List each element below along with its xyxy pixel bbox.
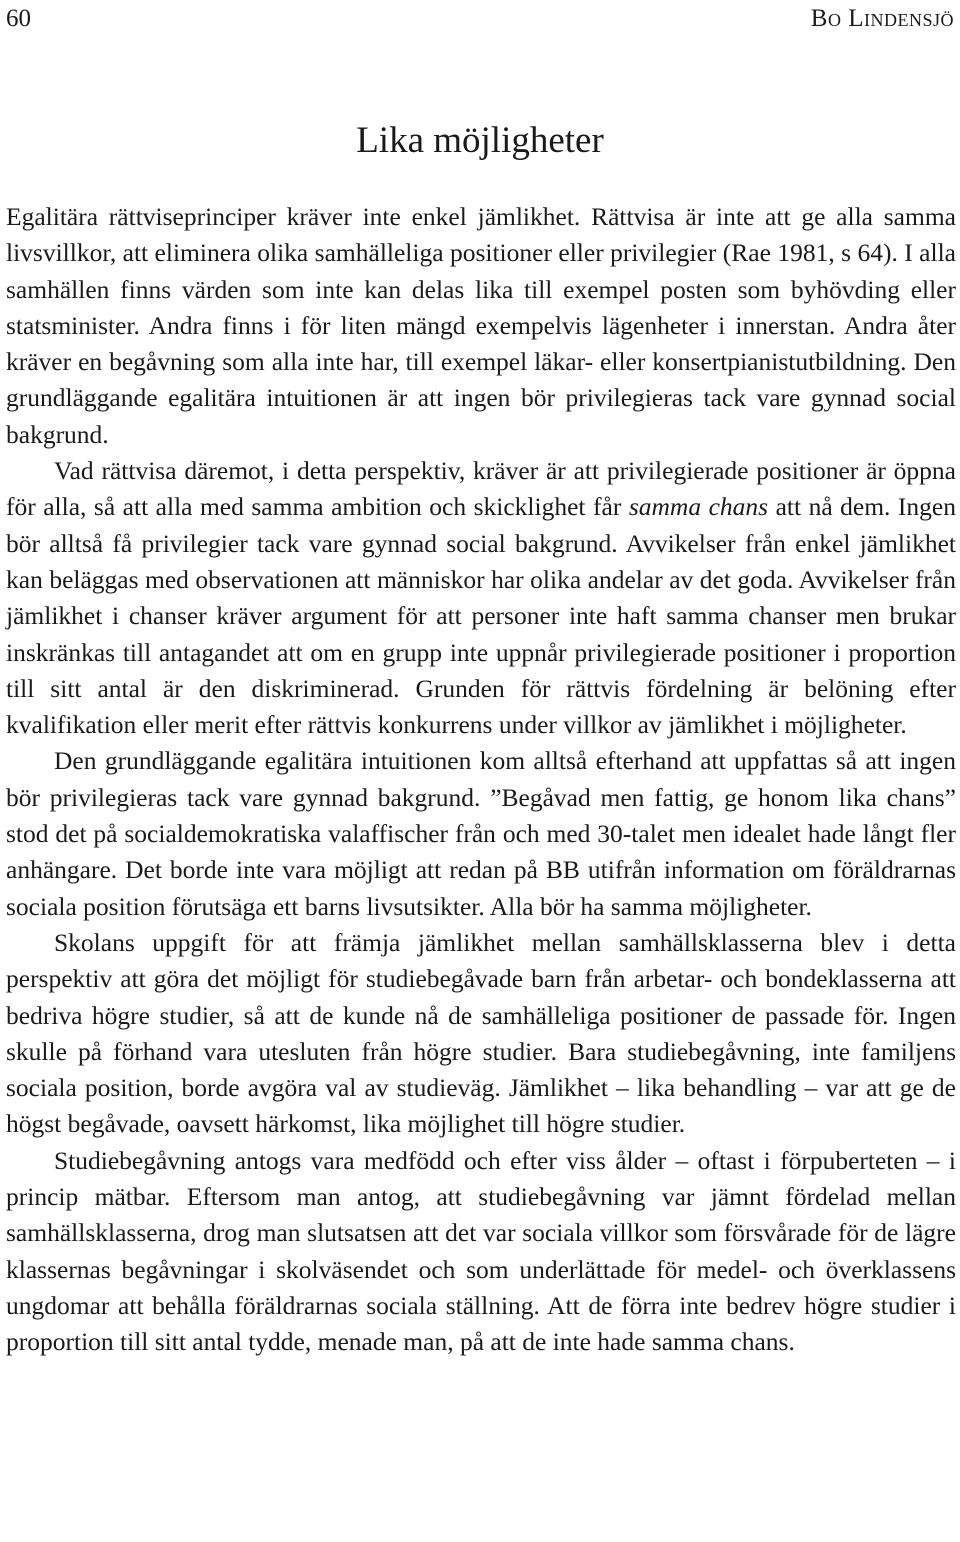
paragraph-2-text-after: att nå dem. Ingen bör alltså få privilegier tack vare gynnad social bakgrund. Avvikelser från enkel jämlikhet kan beläggas med observationen att människor har olika andelar av det goda. Avvikelser från jämlikhet i chanser kräver argument för att personer inte haft samma chanser men brukar inskränkas till antagandet att om en grupp inte uppnår privilegierade positioner i proportion till sitt antal är den diskriminerad. Grunden för rättvis fördelning är belöning efter kvalifikation eller merit efter rättvis konkurrens under villkor av jämlikhet i möjligheter. [6,492,956,740]
paragraph-2-text-before: Vad rättvisa däremot, i detta perspektiv, kräver är att privilegierade positioner är öppna för alla, så att alla med samma ambition och skicklighet får [6,456,956,522]
paragraph-3: Den grundläggande egalitära intuitionen kom alltså efterhand att uppfattas så att ingen bör privilegieras tack vare gynnad bakgrund. ”Begåvad men fattig, ge honom lika chans” stod det på socialdemokratiska valaffischer från och med 30-talet men idealet hade långt fler anhängare. Det borde inte vara möjligt att redan på BB utifrån information om föräldrarnas sociala position förutsäga ett barns livsutsikter. Alla bör ha samma möjligheter. [6,746,956,921]
section-title: Lika möjligheter [356,120,604,161]
running-header [6,4,954,34]
running-header-author: Bo Lindensjö [810,5,954,32]
paragraph-5: Studiebegåvning antogs vara medfödd och efter viss ålder – oftast i förpuberteten – i princip mätbar. Eftersom man antog, att studiebegåvning var jämnt fördelad mellan samhällsklasserna, drog man slutsatsen att det var sociala villkor som försvårade för de lägre klassernas begåvningar i skolväsendet och som underlättade för medel- och överklassens ungdomar att behålla föräldrarnas sociala ställning. Att de förra inte bedrev högre studier i proportion till sitt antal tydde, menade man, på att de inte hade samma chans. [6,1145,956,1357]
paragraph-4: Skolans uppgift för att främja jämlikhet mellan samhällsklasserna blev i detta perspektiv att göra det möjligt för studiebegåvade barn från arbetar- och bondeklasserna att bedriva högre studier, så att de kunde nå de samhälleliga positioner de passade för. Ingen skulle på förhand vara utesluten från högre studier. Bara studiebegåvning, inte familjens sociala position, borde avgöra val av studieväg. Jämlikhet – lika behandling – var att ge de högst begåvade, oavsett härkomst, lika möjlighet till högre studier. [6,927,956,1139]
emphasis-samma-chans: samma chans [628,492,769,522]
paragraph-1: Egalitära rättviseprinciper kräver inte enkel jämlikhet. Rättvisa är inte att ge alla samma livsvillkor, att eliminera olika samhälleliga positioner eller privilegier (Rae 1981, s 64). I alla samhällen finns värden som inte kan delas lika till exempel posten som byhövding eller statsminister. Andra finns i för liten mängd exempelvis lägenheter i innerstan. Andra åter kräver en begåvning som alla inte har, till exempel läkar- eller konsertpianistutbildning. Den grundläggande egalitära intuitionen är att ingen bör privilegieras tack vare gynnad social bakgrund. [6,202,956,449]
page-number: 60 [6,5,31,32]
paragraph-2 [6,453,956,743]
body-text [6,199,956,1361]
